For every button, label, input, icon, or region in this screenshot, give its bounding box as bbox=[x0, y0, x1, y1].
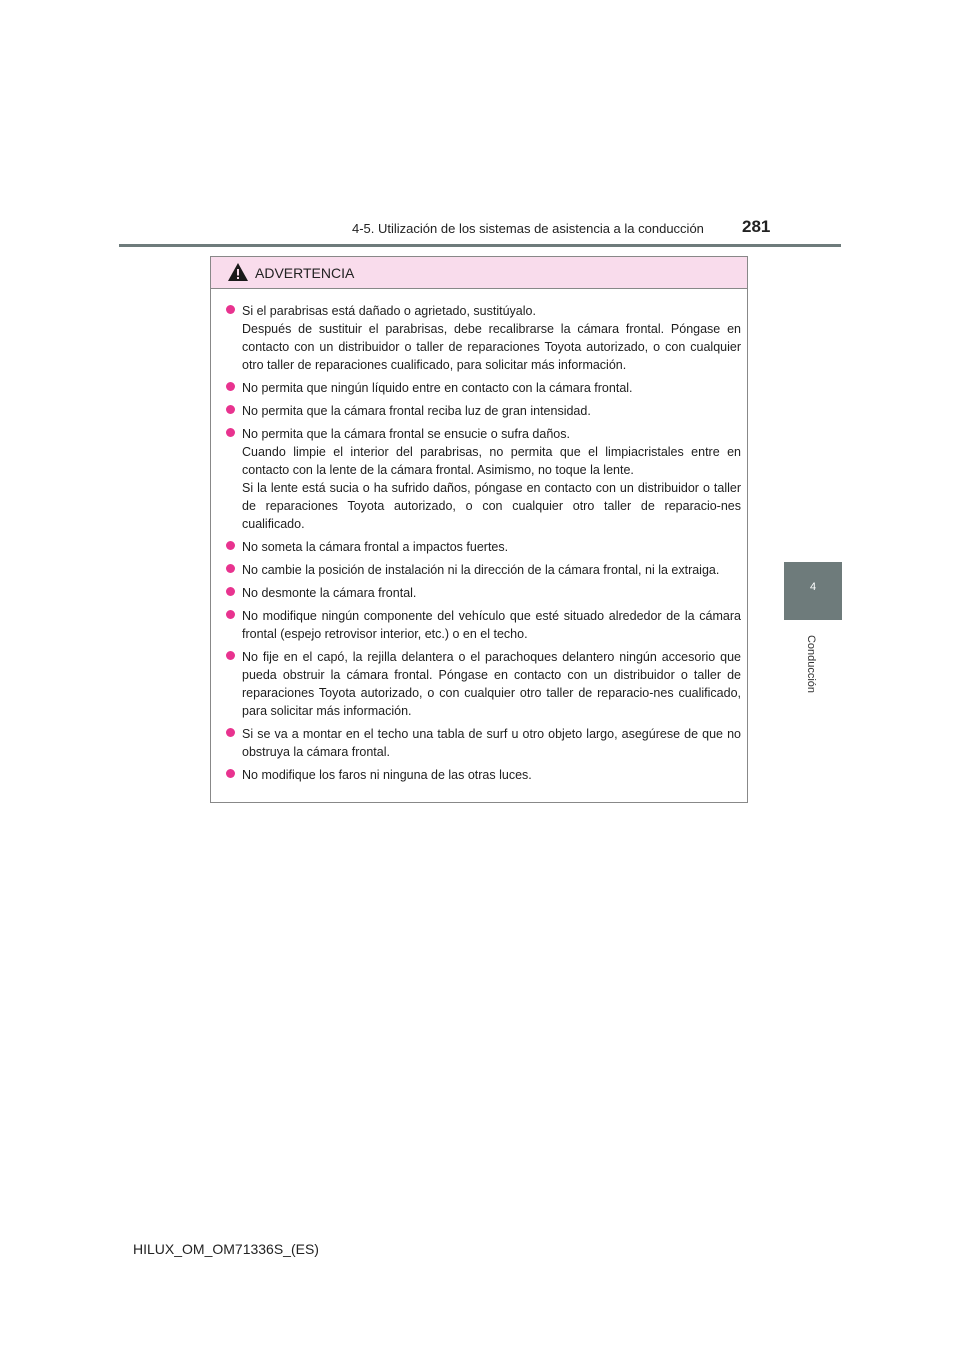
bullet-icon bbox=[226, 405, 235, 414]
warning-item bbox=[223, 561, 741, 579]
warning-header bbox=[211, 257, 747, 289]
warning-item bbox=[223, 766, 741, 784]
bullet-icon bbox=[226, 428, 235, 437]
warning-item bbox=[223, 725, 741, 761]
warning-item-text: Si el parabrisas está dañado o agrietado, sustitúyalo. bbox=[242, 304, 536, 318]
bullet-icon bbox=[226, 541, 235, 550]
bullet-icon bbox=[226, 587, 235, 596]
warning-item bbox=[223, 379, 741, 397]
warning-item-text: Si se va a montar en el techo una tabla de surf u otro objeto largo, asegúrese de que no obstruya la cámara frontal. bbox=[242, 727, 741, 759]
page-number: 281 bbox=[742, 217, 771, 236]
warning-item bbox=[223, 648, 741, 720]
warning-body bbox=[211, 289, 747, 784]
bullet-icon bbox=[226, 382, 235, 391]
bullet-icon bbox=[226, 305, 235, 314]
warning-item bbox=[223, 538, 741, 556]
warning-box bbox=[210, 256, 748, 803]
header-section-title: 4-5. Utilización de los sistemas de asistencia a la conducción bbox=[352, 221, 704, 236]
warning-item bbox=[223, 584, 741, 602]
warning-item-text: No modifique ningún componente del vehículo que esté situado alrededor de la cámara frontal (espejo retrovisor interior, etc.) o en el techo. bbox=[242, 609, 741, 641]
warning-item-text: No fije en el capó, la rejilla delantera o el parachoques delantero ningún accesorio que pueda obstruir la cámara frontal. Póngase en contacto con un distribuidor o taller de reparaciones Toyota autorizado, o con cualquier otro taller de reparacio-nes cualificado, para solicitar más información. bbox=[242, 650, 741, 718]
warning-item-text: No modifique los faros ni ninguna de las otras luces. bbox=[242, 768, 532, 782]
chapter-tab-number: 4 bbox=[809, 581, 817, 593]
warning-item bbox=[223, 302, 741, 374]
warning-item bbox=[223, 425, 741, 533]
header-rule bbox=[119, 244, 841, 247]
bullet-icon bbox=[226, 564, 235, 573]
warning-item-text: No permita que la cámara frontal se ensucie o sufra daños. bbox=[242, 427, 570, 441]
chapter-label: Conducción bbox=[805, 634, 817, 694]
warning-item-text: Si la lente está sucia o ha sufrido daños, póngase en contacto con un distribuidor o taller de reparaciones Toyota autorizado, o con cualquier otro taller de reparacio-nes cualificado. bbox=[242, 481, 741, 531]
warning-item-text: Después de sustituir el parabrisas, debe recalibrarse la cámara frontal. Póngase en contacto con un distribuidor o taller de reparaciones Toyota autorizado, o con cualquier otro taller de reparaciones cualificado, para solicitar más información. bbox=[242, 322, 741, 372]
warning-item-text: No desmonte la cámara frontal. bbox=[242, 586, 417, 600]
warning-item-text: No permita que ningún líquido entre en contacto con la cámara frontal. bbox=[242, 381, 633, 395]
warning-item bbox=[223, 402, 741, 420]
document-code: HILUX_OM_OM71336S_(ES) bbox=[133, 1241, 319, 1257]
bullet-icon bbox=[226, 728, 235, 737]
bullet-icon bbox=[226, 651, 235, 660]
warning-item-text: No cambie la posición de instalación ni la dirección de la cámara frontal, ni la extraiga. bbox=[242, 563, 720, 577]
bullet-icon bbox=[226, 769, 235, 778]
bullet-icon bbox=[226, 610, 235, 619]
warning-title: ADVERTENCIA bbox=[255, 265, 355, 281]
warning-item bbox=[223, 607, 741, 643]
warning-item-text: Cuando limpie el interior del parabrisas, no permita que el limpiacristales entre en contacto con la lente de la cámara frontal. Asimismo, no toque la lente. bbox=[242, 445, 741, 477]
warning-triangle-icon bbox=[227, 262, 249, 282]
warning-item-text: No someta la cámara frontal a impactos fuertes. bbox=[242, 540, 509, 554]
warning-item-text: No permita que la cámara frontal reciba luz de gran intensidad. bbox=[242, 404, 591, 418]
